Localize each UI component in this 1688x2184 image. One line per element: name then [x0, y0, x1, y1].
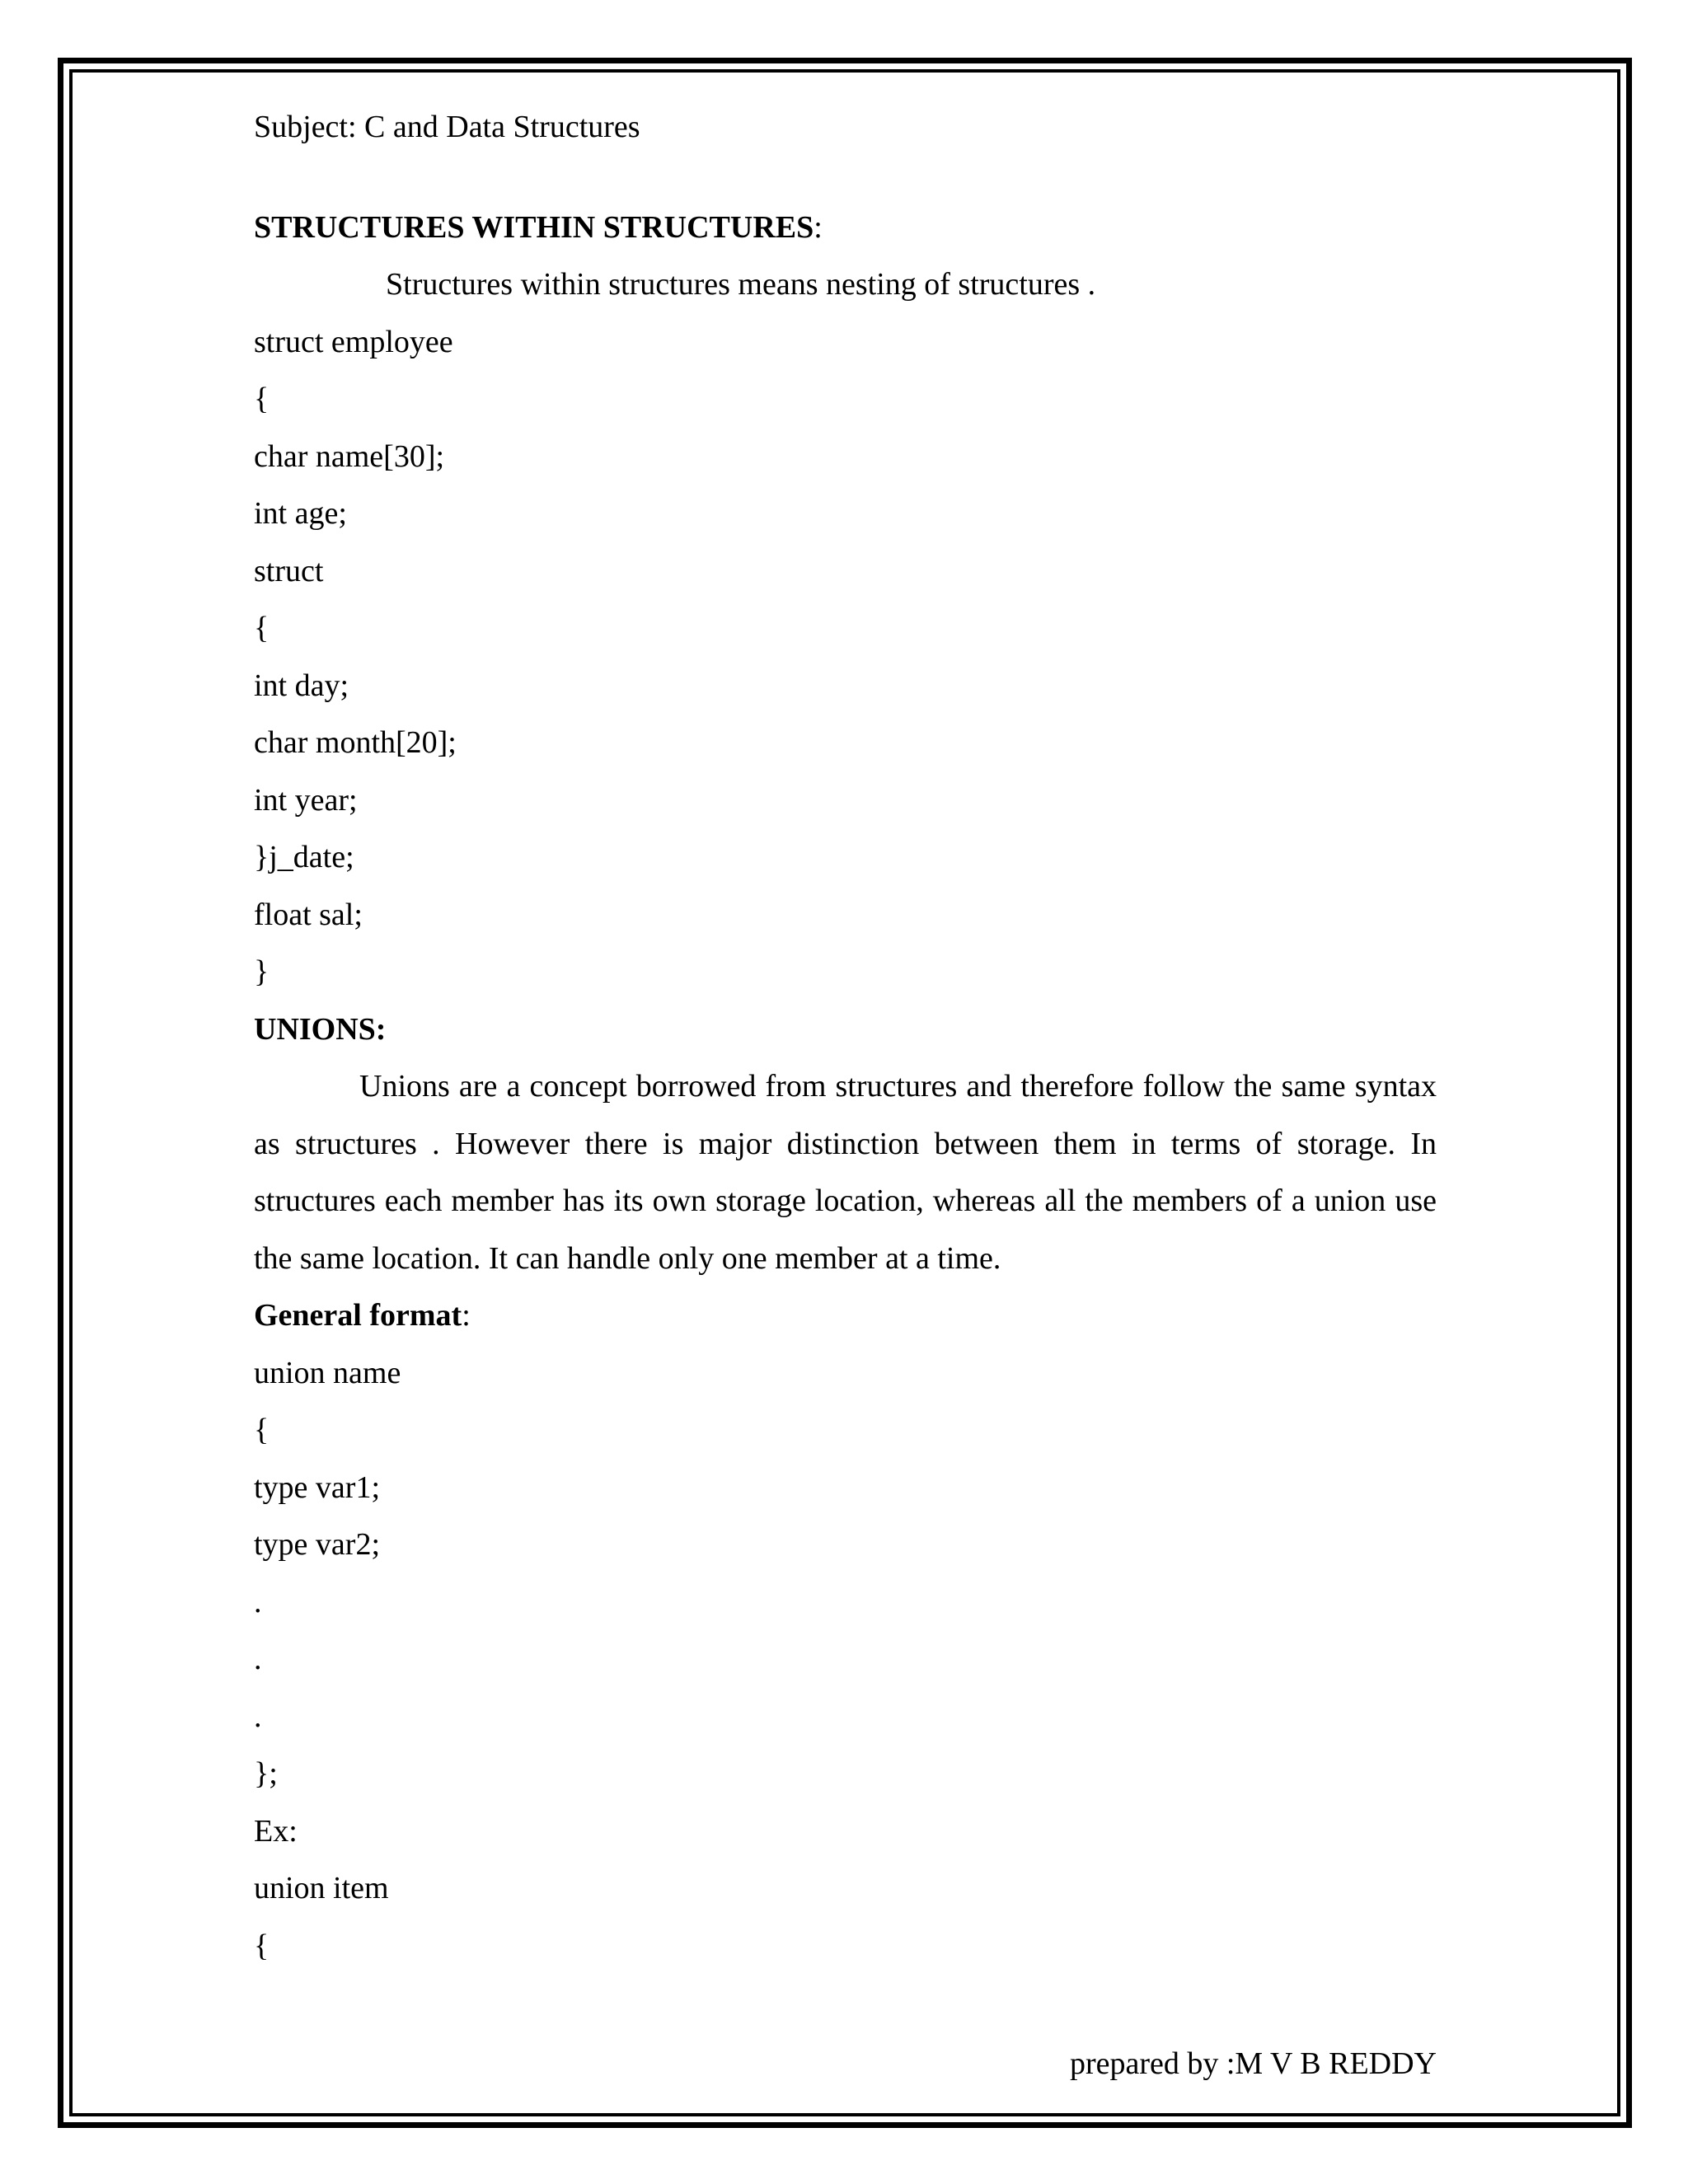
format-label-text: General format	[254, 1298, 462, 1333]
code-block-union	[254, 1345, 1437, 1975]
code-line: Ex:	[254, 1813, 298, 1849]
code-line: {	[254, 1413, 270, 1447]
heading-text: STRUCTURES WITHIN STRUCTURES	[254, 209, 814, 245]
code-line: }j_date;	[254, 840, 354, 874]
code-line: type var1;	[254, 1469, 381, 1505]
code-line: }	[254, 954, 270, 989]
unions-paragraph	[254, 1058, 1437, 1287]
code-block-struct	[254, 314, 1437, 1001]
code-line: int day;	[254, 668, 349, 703]
prepared-by-footer: prepared by :M V B REDDY	[1069, 2046, 1437, 2081]
section-heading-structures	[254, 199, 1437, 257]
code-line: {	[254, 1928, 270, 1963]
code-line: .	[254, 1584, 262, 1619]
heading-colon: :	[814, 209, 823, 245]
general-format-label	[254, 1287, 1437, 1345]
section-heading-unions: UNIONS:	[254, 1011, 387, 1047]
code-line: .	[254, 1642, 262, 1676]
code-line: struct employee	[254, 324, 453, 359]
subject-line: Subject: C and Data Structures	[254, 110, 640, 144]
code-line: int age;	[254, 496, 347, 531]
code-line: struct	[254, 553, 324, 588]
code-line: union name	[254, 1355, 401, 1390]
unions-paragraph-text: Unions are a concept borrowed from structures and therefore follow the same syntax as structures . However there is major distinction between them in terms of storage. In structures each member has its own storage location, whereas all the members of a union use the same location. It can handle only one member at a time.	[254, 1069, 1437, 1276]
code-line: type var2;	[254, 1527, 381, 1562]
code-line: union item	[254, 1871, 389, 1905]
code-line: .	[254, 1699, 262, 1734]
code-line: char month[20];	[254, 725, 457, 760]
code-line: float sal;	[254, 897, 363, 932]
format-colon: :	[462, 1298, 471, 1333]
code-line: int year;	[254, 782, 358, 818]
code-line: char name[30];	[254, 438, 445, 474]
intro-sentence: Structures within structures means nesting of structures .	[386, 267, 1096, 302]
code-line: {	[254, 611, 270, 645]
code-line: };	[254, 1756, 278, 1791]
page-content	[254, 99, 1437, 1975]
code-line: {	[254, 382, 270, 416]
